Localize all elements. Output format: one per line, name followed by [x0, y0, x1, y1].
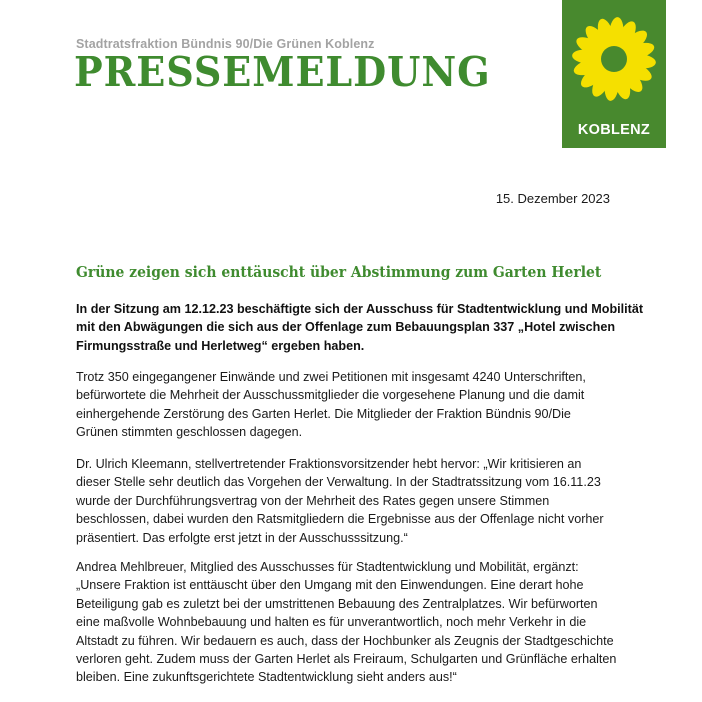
- text-line: Trotz 350 eingegangener Einwände und zwei Petitionen mit insgesamt 4240 Unterschriften,: [76, 370, 586, 384]
- text-line: mit den Abwägungen die sich aus der Offenlage zum Bebauungsplan 337 „Hotel zwischen: [76, 320, 616, 335]
- text-line: dieser Stelle sehr deutlich das Vorgehen der Verwaltung. In der Stadtratssitzung vom 16.11.23: [76, 475, 601, 490]
- text-line: Altstadt zu führen. Wir bedauern es auch, dass der Hochbunker als Zeugnis der Stadtgeschichte: [76, 633, 614, 648]
- body-paragraph: [76, 558, 636, 687]
- text-line: Grünen stimmten geschlossen dagegen.: [76, 425, 303, 440]
- text-line: Beteiligung gab es zuletzt bei der umstrittenen Bebauung des Zentralplatzes. Wir befürworten: [76, 596, 598, 611]
- text-line: bleiben. Eine zukunftsgerichtete Stadtentwicklung sieht anders aus!“: [76, 670, 457, 685]
- press-date: 15. Dezember 2023: [495, 191, 610, 206]
- body-paragraph: [76, 368, 636, 442]
- text-line: präsentiert. Das erfolgte erst jetzt in der Ausschusssitzung.“: [76, 530, 408, 545]
- text-line: beschlossen, dabei wurden den Ratsmitgliedern die Ergebnisse aus der Offenlage nicht vorher: [76, 512, 604, 527]
- text-line: Firmungsstraße und Herletweg“ ergeben haben.: [76, 338, 365, 353]
- text-line: eine maßvolle Wohnbebauung und halten es für unverantwortlich, noch mehr Verkehr in die: [76, 615, 587, 630]
- logo-text: KOBLENZ: [577, 122, 651, 138]
- text-line: In der Sitzung am 12.12.23 beschäftigte sich der Ausschuss für Stadtentwicklung und Mobilität: [76, 302, 644, 316]
- organization-name: Stadtratsfraktion Bündnis 90/Die Grünen Koblenz: [76, 37, 375, 51]
- text-line: einhergehende Zerstörung des Garten Herlet. Die Mitglieder der Fraktion Bündnis 90/Die: [76, 406, 571, 421]
- text-line: verloren geht. Zudem muss der Garten Herlet als Freiraum, Schulgarten und Grünfläche erhalten: [76, 652, 617, 667]
- text-line: „Unsere Fraktion ist enttäuscht über den Umgang mit den Einwendungen. Eine derart hohe: [76, 578, 584, 593]
- subheadline: Grüne zeigen sich enttäuscht über Abstimmung zum Garten Herlet: [76, 264, 602, 281]
- logo: [562, 0, 666, 148]
- text-line: Dr. Ulrich Kleemann, stellvertretender Fraktionsvorsitzender hebt hervor: „Wir kritisieren an: [76, 457, 582, 471]
- text-line: befürwortete die Mehrheit der Ausschussmitglieder die vorgesehene Planung und die damit: [76, 388, 585, 403]
- page-title: PRESSEMELDUNG: [74, 48, 491, 96]
- lead-paragraph: [76, 300, 644, 355]
- text-line: wurde der Durchführungsvertrag von der Mehrheit des Rates gegen unsere Stimmen: [76, 493, 550, 508]
- sunflower-icon: [562, 0, 666, 120]
- text-line: Andrea Mehlbreuer, Mitglied des Ausschusses für Stadtentwicklung und Mobilität, ergänzt:: [76, 560, 579, 574]
- body-paragraph: [76, 455, 636, 547]
